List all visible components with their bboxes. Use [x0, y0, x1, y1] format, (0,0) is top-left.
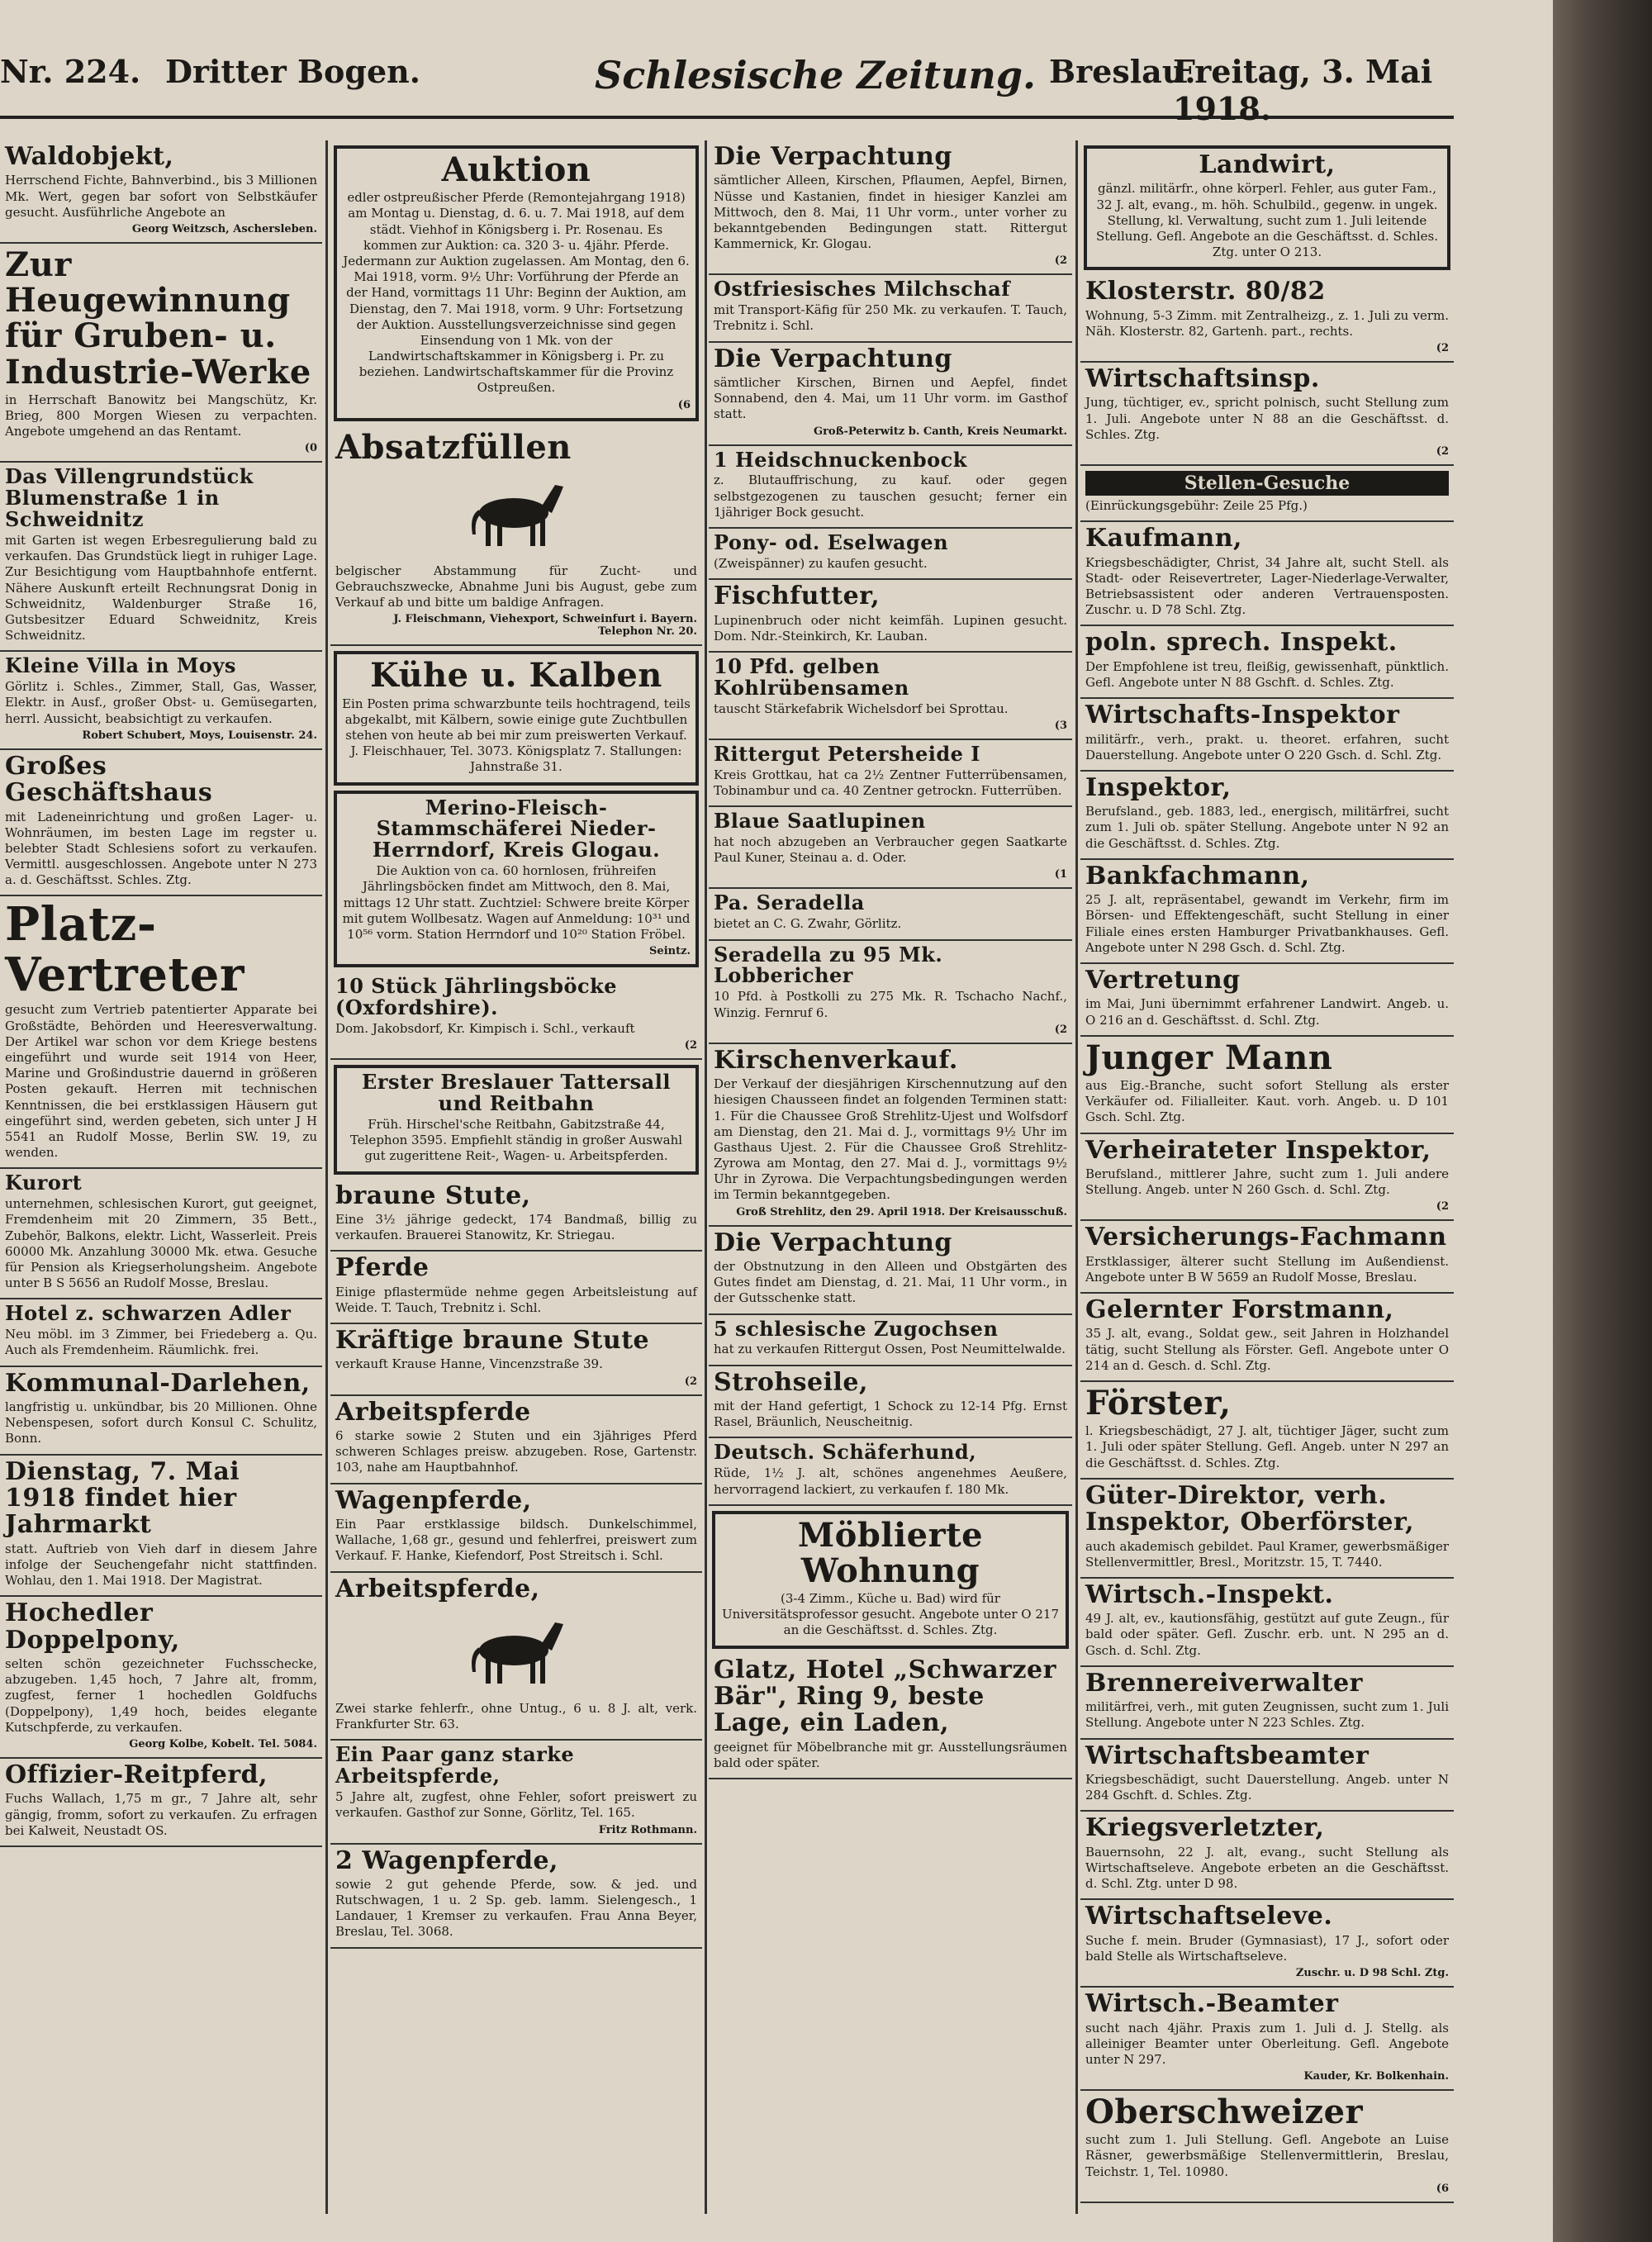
- ad-body-text: Herrschend Fichte, Bahnverbind., bis 3 Millionen Mk. Wert, gegen bar sofort von Selbstkäufer gesucht. Ausführliche Angebote an: [5, 173, 317, 220]
- ad-body-text: bietet an C. G. Zwahr, Görlitz.: [714, 916, 902, 932]
- ad-reference: (2: [684, 1039, 697, 1052]
- classified-ad: [0, 1169, 322, 1299]
- classified-ad: [330, 972, 702, 1060]
- ad-reference: (2: [1436, 445, 1449, 458]
- ad-body-text: 25 J. alt, repräsentabel, gewandt im Verkehr, firm im Börsen- und Effektengeschäft, sucht Stellung in einer Filiale eines ersten Hamburger Privatbankhauses. Gefl. Angebote unter N 298 Gsch. d. Schl. Ztg.: [1085, 892, 1449, 955]
- ad-headline: Das Villengrundstück Blumenstraße 1 in Schweidnitz: [5, 464, 254, 532]
- masthead: [0, 50, 1454, 127]
- ad-body-text: Suche f. mein. Bruder (Gymnasiast), 17 J., sofort oder bald Stelle als Wirtschaftseleve.: [1085, 1932, 1449, 1964]
- ad-reference: Fritz Rothmann.: [598, 1823, 697, 1836]
- ad-headline: Kühe u. Kalben: [370, 656, 662, 696]
- ad-body-text: (3-4 Zimm., Küche u. Bad) wird für Universitätsprofessor gesucht. Angebote unter O 217 an die Geschäftsst. d. Schles. Ztg.: [721, 1591, 1059, 1638]
- ad-reference: Zuschr. u. D 98 Schl. Ztg.: [1295, 1967, 1449, 1980]
- ad-body-text: Jung, tüchtiger, ev., spricht polnisch, sucht Stellung zum 1. Juli. Angebote unter N 88 an die Geschäftsst. d. Schles. Ztg.: [1085, 395, 1449, 442]
- ad-headline: Arbeitspferde: [335, 1397, 531, 1427]
- ad-body-text: sämtlicher Kirschen, Birnen und Aepfel, findet Sonnabend, den 4. Mai, um 11 Uhr vorm. im Gasthof statt.: [714, 375, 1067, 422]
- ad-headline: Klosterstr. 80/82: [1085, 277, 1326, 306]
- classified-ad: [1080, 1382, 1454, 1480]
- ad-headline: Güter-Direktor, verh. Inspektor, Oberförster,: [1085, 1480, 1415, 1537]
- ad-reference: (2: [1436, 342, 1449, 355]
- ad-body-text: Berufsland., mittlerer Jahre, sucht zum 1. Juli andere Stellung. Angeb. unter N 260 Gsch. d. Schl. Ztg.: [1085, 1166, 1449, 1198]
- ad-headline: Kirschenverkauf.: [714, 1045, 958, 1075]
- ad-headline: Inspektor,: [1085, 772, 1232, 802]
- classified-ad: [330, 1573, 702, 1741]
- classified-ad: [709, 807, 1072, 889]
- classified-ad: [1080, 964, 1454, 1037]
- classified-ad: [1080, 699, 1454, 772]
- classified-ad: [1080, 466, 1454, 522]
- classified-ad: [0, 1597, 322, 1759]
- classified-ad: [334, 1065, 699, 1174]
- classified-ad: [1080, 363, 1454, 466]
- ad-headline: Wirtschaftsinsp.: [1085, 364, 1320, 394]
- ad-headline: Rittergut Petersheide I: [714, 741, 980, 766]
- ad-headline: Wirtschafts-Inspektor: [1085, 701, 1400, 730]
- ad-body-text: mit Garten ist wegen Erbesregulierung bald zu verkaufen. Das Grundstück liegt in ruhiger Lage. Zur Besichtigung vom Hauptbahnhofe entfernt. Nähere Auskunft erteilt Rechnungsrat Donig in Schweidnitz, Waldenburger Straße 16, Gutsbesitzer Eduard Schweidnitz, Kreis Schweidnitz.: [5, 532, 317, 644]
- classified-ad: [0, 652, 322, 749]
- ad-reference: (2: [684, 1375, 697, 1388]
- classified-ad: [1080, 1134, 1454, 1222]
- ad-body-text: 49 J. alt, ev., kautionsfähig, gestützt auf gute Zeugn., für bald oder später. Gefl. Zuschr. erb. unt. N 295 an d. Gsch. d. Schl. Ztg.: [1085, 1611, 1449, 1658]
- ad-reference: Robert Schubert, Moys, Louisenstr. 24.: [82, 729, 317, 742]
- ad-body-text: sucht zum 1. Juli Stellung. Gefl. Angebote an Luise Räsner, gewerbsmäßige Stellenvermittlerin, Breslau, Teichstr. 1, Tel. 10980.: [1085, 2132, 1449, 2179]
- classified-ad: [1080, 1579, 1454, 1667]
- ad-headline: Fischfutter,: [714, 582, 881, 611]
- classified-ad: [0, 896, 322, 1169]
- issue-number: Nr. 224.: [0, 53, 141, 90]
- ad-body-text: 35 J. alt, evang., Soldat gew., seit Jahren in Holzhandel tätig, sucht Stellung als Förster. Gefl. Angebote unter O 214 an d. Gesch. d. Schl. Ztg.: [1085, 1326, 1449, 1373]
- ad-headline: Ein Paar ganz starke Arbeitspferde,: [335, 1742, 575, 1788]
- ad-body-text: Zwei starke fehlerfr., ohne Untug., 6 u. 8 J. alt, verk. Frankfurter Str. 63.: [335, 1700, 697, 1732]
- ad-headline: Waldobjekt,: [5, 142, 174, 171]
- ad-column-3: [709, 140, 1072, 2214]
- horse-illustration-icon: [454, 1608, 578, 1690]
- ad-body-text: Fuchs Wallach, 1,75 m gr., 7 Jahre alt, sehr gängig, fromm, sofort zu verkaufen. Zu erfragen bei Kalweit, Neustadt OS.: [5, 1791, 317, 1838]
- classified-ad: [709, 343, 1072, 446]
- ad-headline: Vertretung: [1085, 966, 1241, 995]
- ad-headline: Zur Heugewinnung für Gruben- u. Industrie-Werke: [5, 245, 311, 392]
- ad-body-text: der Obstnutzung in den Alleen und Obstgärten des Gutes findet am Dienstag, d. 21. Mai, 11 Uhr vorm., in der Gutsschenke statt.: [714, 1259, 1067, 1306]
- ad-body-text: militärfrei, verh., mit guten Zeugnissen, sucht zum 1. Juli Stellung. Angebote unter N 223 Schles. Ztg.: [1085, 1699, 1449, 1731]
- ad-body-text: Görlitz i. Schles., Zimmer, Stall, Gas, Wasser, Elektr. in Ausf., großer Obst- u. Gemüsegarten, herrl. Aussicht, beabsichtigt zu verkaufen.: [5, 679, 317, 726]
- classified-ad: [330, 1845, 702, 1949]
- ad-headline: Kurort: [5, 1171, 83, 1195]
- ad-headline: Pa. Seradella: [714, 891, 865, 915]
- ad-body-text: 10 Pfd. à Postkolli zu 275 Mk. R. Tschacho Nachf., Winzig. Fernruf 6.: [714, 989, 1067, 1020]
- ad-reference: (0: [304, 442, 317, 455]
- ad-body-text: Kriegsbeschädigter, Christ, 34 Jahre alt, sucht Stell. als Stadt- oder Reisevertreter, Lager-Niederlage-Verwalter, Betriebsassistent oder anderen Vertrauensposten. Zuschr. u. D 78 Schl. Ztg.: [1085, 554, 1449, 618]
- ad-headline: Blaue Saatlupinen: [714, 809, 926, 834]
- classified-ad: [709, 275, 1072, 342]
- ad-column-2: [330, 140, 702, 2214]
- ad-body-text: langfristig u. unkündbar, bis 20 Millionen. Ohne Nebenspesen, sofort durch Konsul C. Schulitz, Bonn.: [5, 1399, 317, 1446]
- ad-reference: (6: [677, 398, 691, 411]
- classified-ad: [330, 1396, 702, 1484]
- ad-body-text: verkauft Krause Hanne, Vincenzstraße 39.: [335, 1356, 603, 1372]
- ad-body-text: (Zweispänner) zu kaufen gesucht.: [714, 555, 928, 571]
- ad-body-text: Rüde, 1½ J. alt, schönes angenehmes Aeußere, hervorragend lackiert, zu verkaufen f. 180 Mk.: [714, 1465, 1067, 1497]
- ad-reference: (6: [1436, 2182, 1449, 2195]
- classified-ad: [330, 1484, 702, 1573]
- ad-body-text: sowie 2 gut gehende Pferde, sow. & jed. und Rutschwagen, 1 u. 2 Sp. geb. lamm. Sielengesch., 1 Landauer, 1 Kremser zu verkaufen. Frau Anna Beyer, Breslau, Tel. 3068.: [335, 1876, 697, 1940]
- ad-headline: Arbeitspferde,: [335, 1574, 540, 1603]
- ad-body-text: aus Eig.-Branche, sucht sofort Stellung als erster Verkäufer od. Filialleiter. Kaut. vorh. Angeb. u. D 101 Gsch. Schl. Ztg.: [1085, 1077, 1449, 1125]
- classified-ad: [709, 1654, 1072, 1780]
- ad-headline: Merino-Fleisch-Stammschäferei Nieder-Herrndorf, Kreis Glogau.: [372, 795, 661, 862]
- ad-body-text: Berufsland., geb. 1883, led., energisch, militärfrei, sucht zum 1. Juli ob. später Stellung. Angebote unter N 92 an die Geschäftsst. d. Schles. Ztg.: [1085, 804, 1449, 851]
- ad-body-text: sucht nach 4jähr. Praxis zum 1. Juli d. J. Stellg. als alleiniger Beamter unter Oberleitung. Gefl. Angebote unter N 297.: [1085, 2020, 1449, 2067]
- ad-headline: braune Stute,: [335, 1180, 531, 1210]
- ad-reference: (3: [1054, 719, 1067, 732]
- classified-ad: [709, 889, 1072, 940]
- classified-ad: [709, 1315, 1072, 1366]
- ad-headline: Die Verpachtung: [714, 1228, 952, 1257]
- ad-headline: Wirtsch.-Beamter: [1085, 1989, 1339, 2019]
- ad-headline: Auktion: [441, 150, 591, 189]
- ad-headline: Die Verpachtung: [714, 344, 952, 373]
- ad-body-text: Die Auktion von ca. 60 hornlosen, frühreifen Jährlingsböcken findet am Mittwoch, den 8. Mai, mittags 12 Uhr statt. Zuchtziel: Schwere breite Körper mit gutem Wollbesatz. Wagen auf Anmeldung: 10³¹ und 10⁵⁶ vorm. Station Herrndorf und 10²⁰ Station Fröbel.: [342, 863, 691, 942]
- classified-ad: [709, 941, 1072, 1044]
- column-rule: [1075, 140, 1078, 2214]
- ad-body-text: Bauernsohn, 22 J. alt, evang., sucht Stellung als Wirtschaftseleve. Angebote erbeten an die Geschäftsst. d. Schl. Ztg. unter D 98.: [1085, 1844, 1449, 1892]
- ad-body-text: hat zu verkaufen Rittergut Ossen, Post Neumittelwalde.: [714, 1342, 1066, 1357]
- ad-body-text: Kriegsbeschädigt, sucht Dauerstellung. Angeb. unter N 284 Gschft. d. Schles. Ztg.: [1085, 1772, 1449, 1803]
- ad-headline: 1 Heidschnuckenbock: [714, 447, 967, 472]
- ad-headline: Hochedler Doppelpony,: [5, 1598, 180, 1655]
- ad-column-4: [1080, 140, 1454, 2214]
- ad-body-text: 5 Jahre alt, zugfest, ohne Fehler, sofort preiswert zu verkaufen. Gasthof zur Sonne, Görlitz, Tel. 165.: [335, 1789, 697, 1821]
- classified-ad: [709, 140, 1072, 275]
- ad-column-1: [0, 140, 322, 2214]
- ad-reference: (1: [1054, 868, 1067, 881]
- classified-ad: [1080, 275, 1454, 363]
- ad-headline: Platz-Vertreter: [5, 897, 244, 1002]
- ad-body-text: l. Kriegsbeschädigt, 27 J. alt, tüchtiger Jäger, sucht zum 1. Juli oder später Stellung. Gefl. Angeb. unter N 297 an die Geschäftsst. d. Schles. Ztg.: [1085, 1423, 1449, 1470]
- classified-ad: [0, 1759, 322, 1847]
- ad-body-text: Lupinenbruch oder nicht keimfäh. Lupinen gesucht. Dom. Ndr.-Steinkirch, Kr. Lauban.: [714, 612, 1067, 644]
- ad-body-text: sämtlicher Alleen, Kirschen, Pflaumen, Aepfel, Birnen, Nüsse und Kastanien, findet in hiesiger Kanzlei am Mittwoch, den 8. Mai, 11 Uhr vorm., unter vorher zu bekanntgebenden Bedingungen statt. Rittergut Kammernick, Kr. Glogau.: [714, 173, 1067, 252]
- classified-ad: [1080, 1988, 1454, 2091]
- ad-body-text: z. Blutauffrischung, zu kauf. oder gegen selbstgezogenen zu tauschen gesucht; ferner ein 1jähriger Bock gesucht.: [714, 473, 1067, 520]
- classified-ad: [334, 791, 699, 968]
- ad-headline: Die Verpachtung: [714, 142, 952, 171]
- book-spine: [1553, 0, 1652, 2242]
- ad-headline: Absatzfüllen: [335, 427, 572, 467]
- horse-illustration: [335, 1603, 697, 1698]
- ad-reference: (2: [1054, 254, 1067, 268]
- ad-headline: Pferde: [335, 1253, 430, 1283]
- classified-ad: [1080, 1294, 1454, 1382]
- ad-headline: Pony- od. Eselwagen: [714, 530, 949, 555]
- ad-headline: poln. sprech. Inspekt.: [1085, 628, 1398, 658]
- ad-headline: Brennereiverwalter: [1085, 1668, 1363, 1698]
- ad-body-text: Erstklassiger, älterer sucht Stellung im Außendienst. Angebote unter B W 5659 an Rudolf Mosse, Breslau.: [1085, 1253, 1449, 1285]
- horse-illustration: [335, 465, 697, 561]
- ad-headline: Kräftige braune Stute: [335, 1326, 650, 1356]
- ad-body-text: Ein Posten prima schwarzbunte teils hochtragend, teils abgekalbt, mit Kälbern, sowie einige gute Zuchtbullen stehen von heute ab bei mir zum preiswerten Verkauf. J. Fleischhauer, Tel. 3073. Königsplatz 7. Stallungen: Jahnstraße 31.: [342, 696, 691, 775]
- ad-body-text: Einige pflastermüde nehme gegen Arbeitsleistung auf Weide. T. Tauch, Trebnitz i. Schl.: [335, 1284, 697, 1315]
- ad-body-text: Früh. Hirschel'sche Reitbahn, Gabitzstraße 44, Telephon 3595. Empfiehlt ständig in großer Auswahl gut zugerittene Reit-, Wagen- u. Arbeitspferden.: [349, 1116, 683, 1164]
- ad-reference: Georg Kolbe, Kobelt. Tel. 5084.: [129, 1738, 317, 1751]
- classified-ad: [709, 1366, 1072, 1439]
- ad-headline: Kleine Villa in Moys: [5, 653, 236, 678]
- ad-body-text: gänzl. militärfr., ohne körperl. Fehler, aus guter Fam., 32 J. alt, evang., m. höh. Schulbild., gegenw. in ungek. Stellung, kl. Verwaltung, sucht zum 1. Juli leitende Stellung. Gefl. Angebote an die Geschäftsst. d. Schles. Ztg. unter O 213.: [1095, 181, 1439, 260]
- classified-ad: [330, 426, 702, 647]
- ad-headline: Möblierte Wohnung: [797, 1515, 984, 1590]
- ad-headline: Erster Breslauer Tattersall und Reitbahn: [362, 1070, 671, 1116]
- classified-ad: [0, 1456, 322, 1598]
- classified-ad: [1080, 772, 1454, 860]
- ad-headline: Oberschweizer: [1085, 2092, 1364, 2132]
- classified-ad: [0, 1299, 322, 1366]
- classified-ad: [712, 1511, 1069, 1649]
- ad-body-text: statt. Auftrieb von Vieh darf in diesem Jahre infolge der Seuchengefahr nicht stattfinden. Wohlau, den 1. Mai 1918. Der Magistrat.: [5, 1541, 317, 1589]
- ad-headline: Kriegsverletzter,: [1085, 1813, 1325, 1843]
- classified-ad: [709, 529, 1072, 580]
- ad-body-text: in Herrschaft Banowitz bei Mangschütz, Kr. Brieg, 800 Morgen Wiesen zu verpachten. Angebote umgehend an das Rentamt.: [5, 392, 317, 439]
- ad-body-text: Neu möbl. im 3 Zimmer, bei Friedeberg a. Qu. Auch als Fremdenheim. Räumlichk. frei.: [5, 1327, 317, 1358]
- ad-body-text: Eine 3½ jährige gedeckt, 174 Bandmaß, billig zu verkaufen. Brauerei Stanowitz, Kr. Striegau.: [335, 1211, 697, 1243]
- classified-ad: [0, 244, 322, 463]
- classified-ad: [334, 651, 699, 785]
- ad-body-text: Kreis Grottkau, hat ca 2½ Zentner Futterrübensamen, Tobinambur und ca. 40 Zentner getrockn. Futterrüben.: [714, 767, 1067, 798]
- classified-ad: [1080, 860, 1454, 964]
- ad-body-text: selten schön gezeichneter Fuchsschecke, abzugeben. 1,45 hoch, 7 Jahre alt, fromm, zugfest, ferner 1 hochedlen Goldfuchs (Doppelpony), 1,49 hoch, beides elegante Kutschpferde, zu verkaufen.: [5, 1656, 317, 1735]
- classified-ad: [709, 740, 1072, 807]
- ad-headline: Junger Mann: [1085, 1038, 1333, 1077]
- classified-ad: [1084, 145, 1450, 270]
- ad-headline: Gelernter Forstmann,: [1085, 1295, 1394, 1325]
- classified-ad: [1080, 2091, 1454, 2203]
- ad-reference: Georg Weitzsch, Aschersleben.: [131, 222, 317, 235]
- classified-ad: [0, 463, 322, 652]
- ad-reference: Seintz.: [649, 945, 691, 958]
- ad-body-text: (Einrückungsgebühr: Zeile 25 Pfg.): [1085, 498, 1308, 514]
- ad-headline: Förster,: [1085, 1384, 1232, 1423]
- classified-ad: [1080, 1812, 1454, 1900]
- classified-ad: [1080, 1900, 1454, 1988]
- classified-ad: [0, 750, 322, 897]
- ad-body-text: hat noch abzugeben an Verbraucher gegen Saatkarte Paul Kuner, Steinau a. d. Oder.: [714, 834, 1067, 866]
- ad-headline: Ostfriesisches Milchschaf: [714, 277, 1011, 302]
- ad-headline: Großes Geschäftshaus: [5, 751, 213, 808]
- ad-body-text: militärfr., verh., prakt. u. theoret. erfahren, sucht Dauerstellung. Angebote unter O 220 Gsch. d. Schl. Ztg.: [1085, 731, 1449, 762]
- ad-headline: Offizier-Reitpferd,: [5, 1760, 268, 1790]
- classified-ad: [330, 1252, 702, 1324]
- classified-ad: [0, 140, 322, 244]
- ad-headline: Wirtschaftsbeamter: [1085, 1741, 1370, 1770]
- classified-ad: [0, 1367, 322, 1456]
- section-label: Dritter Bogen.: [165, 53, 421, 90]
- classified-ad: [1080, 1480, 1454, 1579]
- ad-body-text: Wohnung, 5-3 Zimm. mit Zentralheizg., z. 1. Juli zu verm. Näh. Klosterstr. 82, Gartenh. part., rechts.: [1085, 307, 1449, 339]
- classified-ad: [709, 653, 1072, 740]
- issue-date: Freitag, 3. Mai 1918.: [1173, 53, 1433, 127]
- classified-ad: [1080, 1667, 1454, 1740]
- ad-body-text: mit Ladeneinrichtung und großen Lager- u. Wohnräumen, im besten Lage im regster u. belebter Stadt Schlesiens sofort zu verkaufen. Vermittl. ausgeschlossen. Angebote unter N 273 a. d. Geschäftsst. Schles. Ztg.: [5, 809, 317, 888]
- classified-ad: [709, 446, 1072, 529]
- ad-headline: Verheirateter Inspektor,: [1085, 1135, 1431, 1165]
- classified-ad: [1080, 1221, 1454, 1294]
- ad-body-text: auch akademisch gebildet. Paul Kramer, gewerbsmäßiger Stellenvermittler, Bresl., Moritzstr. 15, T. 7440.: [1085, 1538, 1449, 1570]
- ad-reference: Kauder, Kr. Bolkenhain.: [1303, 2070, 1449, 2083]
- ad-headline: 10 Pfd. gelben Kohlrübensamen: [714, 653, 909, 700]
- ad-headline: Kommunal-Darlehen,: [5, 1368, 311, 1398]
- ad-reference: (2: [1436, 1200, 1449, 1214]
- ad-body-text: mit Transport-Käfig für 250 Mk. zu verkaufen. T. Tauch, Trebnitz i. Schl.: [714, 302, 1067, 334]
- ad-body-text: edler ostpreußischer Pferde (Remontejahrgang 1918) am Montag u. Dienstag, d. 6. u. 7. Mai 1918, auf dem städt. Viehhof in Königsberg i. Pr. Rosenau. Es kommen zur Auktion: ca. 320 3- u. 4jähr. Pferde. Jedermann zur Auktion zugelassen. Am Montag, den 6. Mai 1918, vorm. 9½ Uhr: Vorführung der Pferde an der Hand, vormittags 11 Uhr: Beginn der Auktion, am Dienstag, den 7. Mai 1918, vorm. 9 Uhr: Fortsetzung der Auktion. Ausstellungsverzeichnisse sind gegen Einsendung von 1 Mk. von der Landwirtschaftskammer in Königsberg i. Pr. zu beziehen. Landwirtschaftskammer für die Provinz Ostpreußen.: [343, 190, 690, 396]
- ad-headline: 2 Wagenpferde,: [335, 1845, 558, 1875]
- ad-body-text: Der Verkauf der diesjährigen Kirschennutzung auf den hiesigen Chausseen findet an folgenden Terminen statt: 1. Für die Chaussee Groß Strehlitz-Ujest und Wolfsdorf am Dienstag, den 21. Mai d. J., vormittags 9½ Uhr im Gasthaus Ujest. 2. Für die Chaussee Groß Strehlitz-Zyrowa am Montag, den 27. Mai d. J., vormittags 9½ Uhr in Zyrowa. Die Verpachtungsbedingungen werden im Termin bekanntgegeben.: [714, 1076, 1067, 1203]
- ad-body-text: gesucht zum Vertrieb patentierter Apparate bei Großstädte, Behörden und Heeresverwaltung. Der Artikel war schon vor dem Kriege bestens eingeführt und wurde seit 1914 von Heer, Marine und Großindustrie dauernd in größeren Posten gekauft. Herren mit technischen Kenntnissen, die bei erstklassigen Häusern gut eingeführt sind, werden gebeten, sich unter J H 5541 an Rudolf Mosse, Berlin SW. 19, zu wenden.: [5, 1002, 317, 1161]
- classified-ad: [709, 1227, 1072, 1315]
- classified-ad: [330, 1324, 702, 1396]
- newspaper-title: Schlesische Zeitung.: [595, 53, 1037, 97]
- ad-body-text: geeignet für Möbelbranche mit gr. Ausstellungsräumen bald oder später.: [714, 1739, 1067, 1771]
- ad-body-text: belgischer Abstammung für Zucht- und Gebrauchszwecke, Abnahme Juni bis August, gebe zum Verkauf ab und bitte um baldige Anfragen.: [335, 563, 697, 610]
- ad-headline: Strohseile,: [714, 1367, 868, 1397]
- ad-headline: 5 schlesische Zugochsen: [714, 1316, 999, 1341]
- ad-reference: Groß Strehlitz, den 29. April 1918. Der Kreisausschuß.: [736, 1205, 1067, 1218]
- ad-body-text: mit der Hand gefertigt, 1 Schock zu 12-14 Pfg. Ernst Rasel, Bräunlich, Neuscheitnig.: [714, 1399, 1067, 1430]
- classified-ad: [1080, 522, 1454, 626]
- ad-headline: Dienstag, 7. Mai 1918 findet hier Jahrmarkt: [5, 1456, 240, 1540]
- ad-body-text: tauscht Stärkefabrik Wichelsdorf bei Sprottau.: [714, 701, 1009, 716]
- ad-headline: Deutsch. Schäferhund,: [714, 1440, 977, 1465]
- classified-ad: [1080, 1037, 1454, 1134]
- classified-ad: [709, 1438, 1072, 1505]
- ad-reference: Groß-Peterwitz b. Canth, Kreis Neumarkt.: [813, 425, 1067, 438]
- ad-body-text: Der Empfohlene ist treu, fleißig, gewissenhaft, pünktlich. Gefl. Angebote unter N 88 Gschft. d. Schles. Ztg.: [1085, 658, 1449, 690]
- classified-ad: [709, 580, 1072, 653]
- horse-illustration-icon: [454, 470, 578, 553]
- city-label: Breslau.: [1049, 53, 1196, 90]
- ad-headline: Bankfachmann,: [1085, 861, 1310, 891]
- ad-headline: 10 Stück Jährlingsböcke (Oxfordshire).: [335, 974, 617, 1020]
- ad-body-text: Dom. Jakobsdorf, Kr. Kimpisch i. Schl., verkauft: [335, 1020, 635, 1036]
- ad-headline: Landwirt,: [1199, 150, 1336, 179]
- ad-headline: Wirtsch.-Inspekt.: [1085, 1579, 1334, 1609]
- ad-headline: Glatz, Hotel „Schwarzer Bär", Ring 9, beste Lage, ein Laden,: [714, 1655, 1056, 1738]
- classified-ad: [1080, 626, 1454, 699]
- section-heading: Stellen-Gesuche: [1085, 471, 1449, 496]
- column-rule: [705, 140, 707, 2214]
- ad-body-text: im Mai, Juni übernimmt erfahrener Landwirt. Angeb. u. O 216 an d. Geschäftsst. d. Schl. Ztg.: [1085, 996, 1449, 1028]
- classified-ad: [1080, 1740, 1454, 1812]
- ad-headline: Seradella zu 95 Mk. Lobbericher: [714, 942, 943, 988]
- classified-ad: [330, 1180, 702, 1252]
- ad-body-text: Ein Paar erstklassige bildsch. Dunkelschimmel, Wallache, 1,68 gr., gesund und fehlerfrei, preiswert zum Verkauf. F. Hanke, Kiefendorf, Post Streitsch i. Schl.: [335, 1516, 697, 1564]
- ad-body-text: 6 starke sowie 2 Stuten und ein 3jähriges Pferd schweren Schlages preisw. abzugeben. Rose, Gartenstr. 103, nahe am Hauptbahnhof.: [335, 1428, 697, 1475]
- classified-ad: [334, 145, 699, 421]
- ad-headline: Hotel z. schwarzen Adler: [5, 1301, 292, 1326]
- ad-body-text: unternehmen, schlesischen Kurort, gut geeignet, Fremdenheim mit 20 Zimmern, 35 Bett., Zubehör, Balkons, elektr. Licht, Wasserleit. Preis 60000 Mk. Anzahlung 30000 Mk. etwa. Gesuche für Pension als Kriegserholungsheim. Angebote unter B S 5656 an Rudolf Mosse, Breslau.: [5, 1196, 317, 1291]
- ad-headline: Versicherungs-Fachmann: [1085, 1223, 1447, 1252]
- ad-headline: Kaufmann,: [1085, 524, 1242, 553]
- ad-reference: J. Fleischmann, Viehexport, Schweinfurt i. Bayern. Telephon Nr. 20.: [393, 613, 697, 639]
- column-rule: [325, 140, 328, 2214]
- ad-headline: Wagenpferde,: [335, 1485, 532, 1515]
- classified-ad: [709, 1044, 1072, 1227]
- ad-headline: Wirtschaftseleve.: [1085, 1902, 1333, 1931]
- ad-reference: (2: [1054, 1023, 1067, 1036]
- classified-ad: [330, 1741, 702, 1844]
